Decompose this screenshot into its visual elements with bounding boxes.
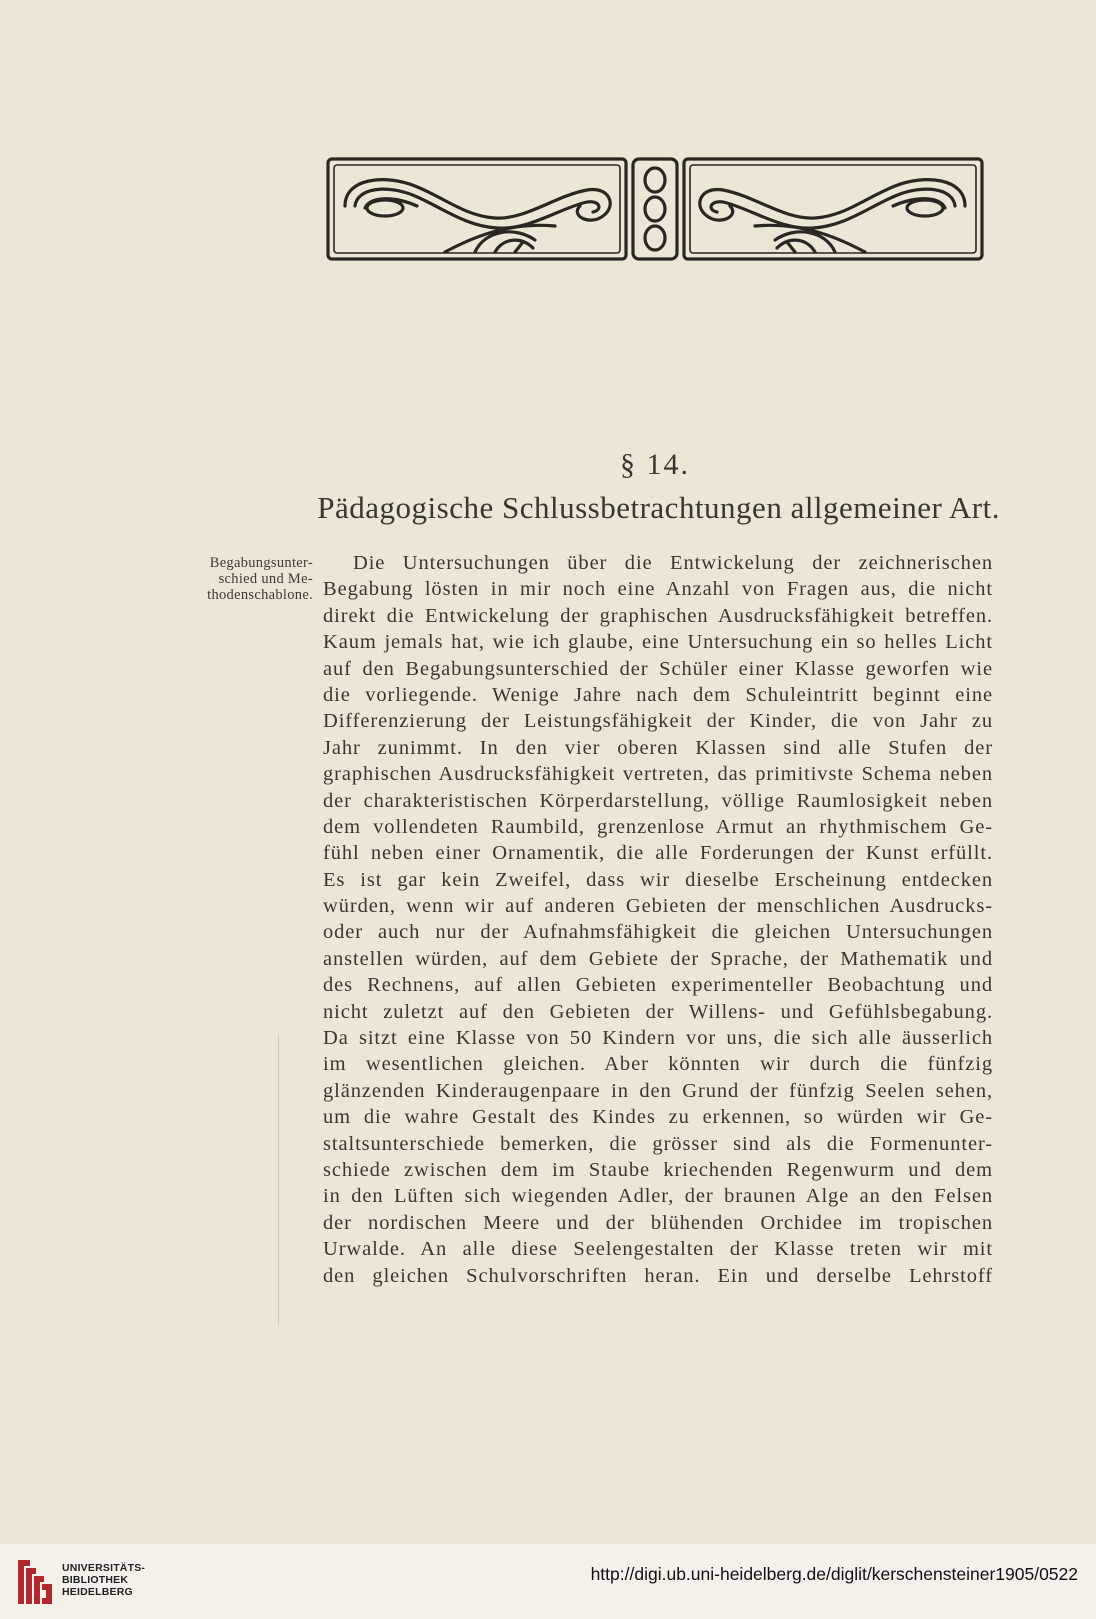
text-line: auf den Begabungsunterschied der Schüler einer Klasse geworfen wie [323, 657, 993, 680]
text-line: staltsunterschiede bemerken, die grösser sind als die Formenunter- [323, 1132, 993, 1155]
library-name-line: HEIDELBERG [62, 1586, 133, 1598]
text-line: in den Lüften sich wiegenden Adler, der braunen Alge an den Felsen [323, 1185, 993, 1208]
text-line: im wesentlichen gleichen. Aber könnten wir durch die fünfzig [323, 1053, 993, 1076]
text-line: Differenzierung der Leistungsfähigkeit der Kinder, die von Jahr zu [323, 710, 993, 733]
text-line: nicht zuletzt auf den Gebieten der Willens- und Gefühlsbegabung. [323, 1000, 993, 1023]
text-line: Es ist gar kein Zweifel, dass wir dieselbe Erscheinung entdecken [323, 868, 993, 891]
library-name [62, 1562, 145, 1598]
section-number: § 14. [620, 448, 690, 481]
text-line: Begabung lösten in mir noch eine Anzahl von Fragen aus, die nicht [323, 578, 993, 601]
body-paragraph [323, 550, 993, 1289]
margin-note-line: thodenschablone. [207, 587, 313, 603]
text-line: schiede zwischen dem im Staube kriechenden Regenwurm und dem [323, 1158, 993, 1181]
text-line: Die Untersuchungen über die Entwickelung der zeichnerischen [353, 552, 993, 574]
text-line: der nordischen Meere und der blühenden Orchidee im tropischen [323, 1211, 993, 1234]
text-line: anstellen würden, auf dem Gebiete der Sprache, der Mathematik und [323, 947, 993, 970]
text-line: fühl neben einer Ornamentik, die alle Forderungen der Kunst erfüllt. [323, 842, 993, 865]
ub-heidelberg-logo-icon[interactable] [16, 1558, 54, 1606]
text-line: Da sitzt eine Klasse von 50 Kindern vor uns, die sich alle äusserlich [323, 1027, 993, 1050]
footer-bar [0, 1544, 1096, 1619]
text-line: oder auch nur der Aufnahmsfähigkeit die gleichen Untersuchungen [323, 921, 993, 944]
text-line: direkt die Entwickelung der graphischen Ausdrucksfähigkeit betreffen. [323, 604, 993, 627]
source-url-link[interactable]: http://digi.ub.uni-heidelberg.de/diglit/kerschensteiner1905/0522 [590, 1564, 1078, 1584]
text-line: den gleichen Schulvorschriften heran. Ein und derselbe Lehrstoff [323, 1264, 993, 1287]
text-line: des Rechnens, auf allen Gebieten experimenteller Beobachtung und [323, 974, 993, 997]
text-line: Urwalde. An alle diese Seelengestalten der Klasse treten wir mit [323, 1238, 993, 1261]
text-line: glänzenden Kinderaugenpaare in den Grund der fünfzig Seelen sehen, [323, 1079, 993, 1102]
text-line: um die wahre Gestalt des Kindes zu erkennen, so würden wir Ge- [323, 1106, 993, 1129]
margin-note-line: Begabungsunter- [209, 555, 313, 571]
scan-artifact-line [278, 1035, 279, 1325]
text-line: dem vollendeten Raumbild, grenzenlose Armut an rhythmischem Ge- [323, 815, 993, 838]
text-line: graphischen Ausdrucksfähigkeit vertreten, das primitivste Schema neben [323, 763, 993, 786]
text-line: Jahr zunimmt. In den vier oberen Klassen sind alle Stufen der [323, 736, 993, 759]
ornament-header-icon [325, 156, 985, 262]
text-line: Kaum jemals hat, wie ich glaube, eine Untersuchung ein so helles Licht [323, 631, 993, 654]
library-name-line: BIBLIOTHEK [62, 1574, 129, 1586]
library-name-line: UNIVERSITÄTS- [62, 1562, 146, 1574]
chapter-title: Pädagogische Schlussbetrachtungen allgemeiner Art. [317, 490, 1000, 525]
margin-note [165, 555, 313, 603]
text-line: würden, wenn wir auf anderen Gebieten der menschlichen Ausdrucks- [323, 895, 993, 918]
text-line: der charakteristischen Körperdarstellung, völlige Raumlosigkeit neben [323, 789, 993, 812]
margin-note-line: schied und Me- [218, 571, 313, 587]
text-line: die vorliegende. Wenige Jahre nach dem Schuleintritt beginnt eine [323, 683, 993, 706]
